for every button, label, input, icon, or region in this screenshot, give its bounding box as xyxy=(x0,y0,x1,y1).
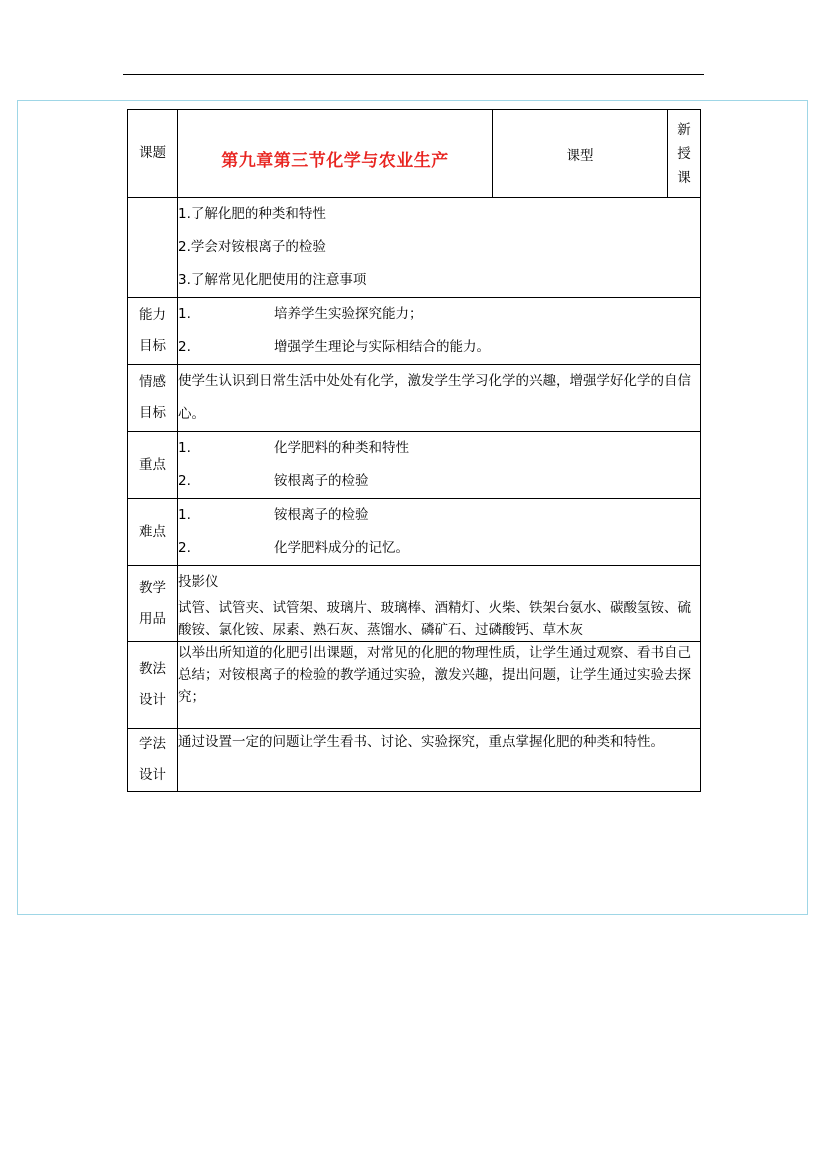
row-ability xyxy=(128,298,701,365)
row-emotion xyxy=(128,365,701,432)
teaching-design-label-cell xyxy=(128,642,178,729)
title-label: 课题 xyxy=(139,145,166,161)
ability-item: 1. 培养学生实验探究能力； xyxy=(178,306,423,322)
ability-item: 2. 增强学生理论与实际相结合的能力。 xyxy=(178,339,490,355)
study-design-label-cell xyxy=(128,729,178,792)
header-rule xyxy=(123,74,704,75)
row-lesson-title xyxy=(128,110,701,198)
materials-line1: 投影仪 xyxy=(178,573,219,590)
ability-content xyxy=(178,298,701,365)
knowledge-content xyxy=(178,198,701,298)
lesson-plan-table xyxy=(127,109,701,792)
emotion-label: 情感目标 xyxy=(139,374,166,421)
type-value: 新授课 xyxy=(677,121,691,186)
knowledge-item: 2.学会对铵根离子的检验 xyxy=(178,239,326,255)
row-materials xyxy=(128,566,701,642)
difficulty-item: 2. 化学肥料成分的记忆。 xyxy=(178,540,409,556)
row-knowledge xyxy=(128,198,701,298)
materials-list: 试管、试管夹、试管架、玻璃片、玻璃棒、酒精灯、火柴、铁架台氨水、碳酸氢铵、硫酸铵、氯化铵、尿素、熟石灰、蒸馏水、磷矿石、过磷酸钙、草木灰 xyxy=(178,599,691,638)
teaching-design-text: 以举出所知道的化肥引出课题，对常见的化肥的物理性质，让学生通过观察、看书自己总结；对铵根离子的检验的教学通过实验，激发兴趣，提出问题，让学生通过实验去探究； xyxy=(178,642,701,729)
row-key-points xyxy=(128,432,701,499)
row-teaching-design xyxy=(128,642,701,729)
key-points-content xyxy=(178,432,701,499)
materials-content xyxy=(178,566,701,642)
study-design-label: 学法设计 xyxy=(139,736,166,783)
ability-label: 能力目标 xyxy=(139,307,166,354)
knowledge-item: 3.了解常见化肥使用的注意事项 xyxy=(178,272,367,288)
row-study-design xyxy=(128,729,701,792)
row-difficulties xyxy=(128,499,701,566)
knowledge-label-cell xyxy=(128,198,178,298)
teaching-design-label: 教法设计 xyxy=(139,661,166,708)
emotion-text: 使学生认识到日常生活中处处有化学，激发学生学习化学的兴趣，增强学好化学的自信心。 xyxy=(178,365,701,432)
key-point-item: 2. 铵根离子的检验 xyxy=(178,473,369,489)
key-points-label: 重点 xyxy=(128,432,178,499)
materials-label: 教学用品 xyxy=(139,579,166,627)
emotion-label-cell xyxy=(128,365,178,432)
title-label-cell xyxy=(128,110,178,198)
lesson-title: 第九章第三节化学与农业生产 xyxy=(178,110,493,198)
study-design-text: 通过设置一定的问题让学生看书、讨论、实验探究，重点掌握化肥的种类和特性。 xyxy=(178,729,701,792)
key-point-item: 1. 化学肥料的种类和特性 xyxy=(178,440,409,456)
ability-label-cell xyxy=(128,298,178,365)
type-value-cell xyxy=(668,110,701,198)
difficulties-label: 难点 xyxy=(128,499,178,566)
difficulty-item: 1. 铵根离子的检验 xyxy=(178,507,369,523)
difficulties-content xyxy=(178,499,701,566)
materials-label-cell xyxy=(128,566,178,642)
knowledge-item: 1.了解化肥的种类和特性 xyxy=(178,206,326,222)
type-label: 课型 xyxy=(493,110,668,198)
